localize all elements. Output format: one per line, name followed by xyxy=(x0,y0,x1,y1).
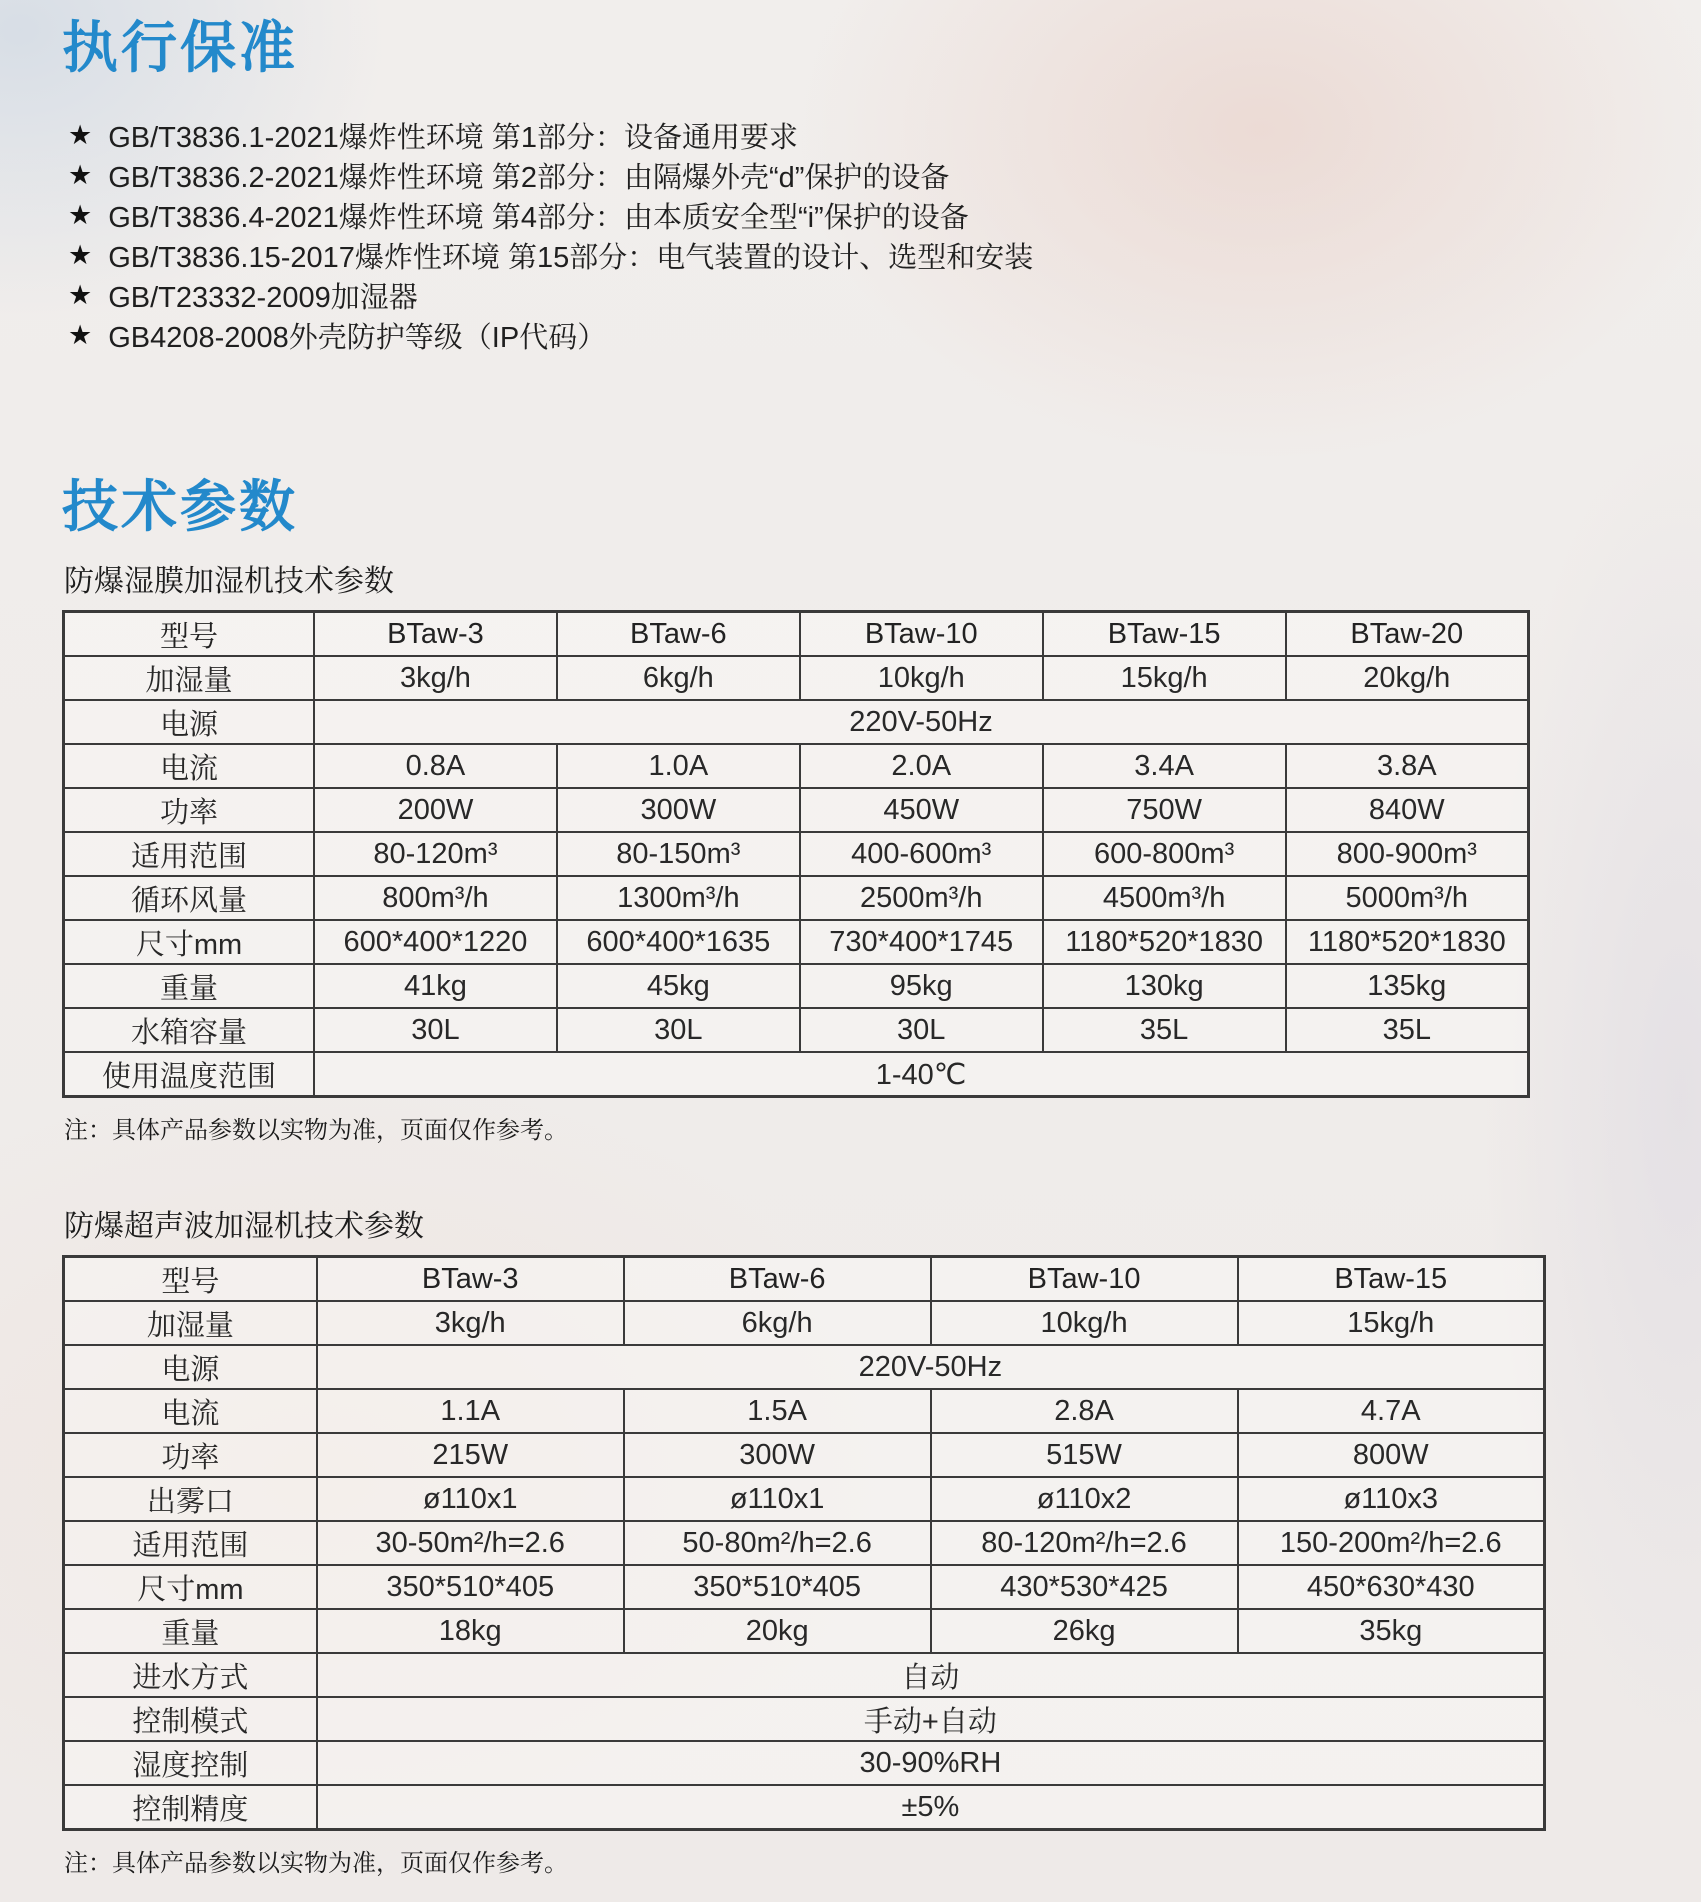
table-cell: 2.8A xyxy=(931,1389,1238,1433)
column-header: BTaw-3 xyxy=(317,1257,624,1302)
table-cell: 4.7A xyxy=(1238,1389,1545,1433)
row-label-header: 型号 xyxy=(64,612,315,657)
table-row xyxy=(64,1697,1545,1741)
table-cell: 80-120m²/h=2.6 xyxy=(931,1521,1238,1565)
table-cell: 95kg xyxy=(800,964,1043,1008)
table-header-row xyxy=(64,1257,1545,1302)
table-cell: 600-800m³ xyxy=(1043,832,1286,876)
row-label: 循环风量 xyxy=(64,876,315,920)
table-cell: 50-80m²/h=2.6 xyxy=(624,1521,931,1565)
table-cell: 515W xyxy=(931,1433,1238,1477)
row-label: 加湿量 xyxy=(64,656,315,700)
standard-item xyxy=(68,195,1701,235)
table-cell: 450*630*430 xyxy=(1238,1565,1545,1609)
column-header: BTaw-15 xyxy=(1043,612,1286,657)
table-cell: 215W xyxy=(317,1433,624,1477)
table-cell: 20kg xyxy=(624,1609,931,1653)
table-cell: 4500m³/h xyxy=(1043,876,1286,920)
standard-text: GB/T3836.2-2021爆炸性环境 第2部分：由隔爆外壳“d”保护的设备 xyxy=(108,161,950,194)
table-row xyxy=(64,656,1529,700)
table-cell: 0.8A xyxy=(314,744,557,788)
column-header: BTaw-20 xyxy=(1286,612,1529,657)
table-row xyxy=(64,1433,1545,1477)
table-cell: 1.0A xyxy=(557,744,800,788)
table-cell: 350*510*405 xyxy=(624,1565,931,1609)
table-row xyxy=(64,1609,1545,1653)
table-cell: 800-900m³ xyxy=(1286,832,1529,876)
row-label: 控制精度 xyxy=(64,1785,317,1830)
table1-note: 注：具体产品参数以实物为准，页面仅作参考。 xyxy=(64,1117,568,1145)
table-row xyxy=(64,1301,1545,1345)
table2-subtitle: 防爆超声波加湿机技术参数 xyxy=(64,1210,424,1244)
star-bullet-icon: ★ xyxy=(68,319,93,350)
row-label: 重量 xyxy=(64,964,315,1008)
table-cell: ø110x1 xyxy=(624,1477,931,1521)
table-cell: 430*530*425 xyxy=(931,1565,1238,1609)
row-label: 重量 xyxy=(64,1609,317,1653)
table-cell: 10kg/h xyxy=(931,1301,1238,1345)
standard-text: GB/T3836.4-2021爆炸性环境 第4部分：由本质安全型“i”保护的设备 xyxy=(108,201,969,234)
table-cell: 750W xyxy=(1043,788,1286,832)
table-row xyxy=(64,1389,1545,1433)
column-header: BTaw-6 xyxy=(624,1257,931,1302)
row-label: 功率 xyxy=(64,788,315,832)
table-row xyxy=(64,964,1529,1008)
standards-list xyxy=(68,115,1701,355)
table-row xyxy=(64,832,1529,876)
row-label: 进水方式 xyxy=(64,1653,317,1697)
table-cell: 30-50m²/h=2.6 xyxy=(317,1521,624,1565)
star-bullet-icon: ★ xyxy=(68,159,93,190)
table-cell: 6kg/h xyxy=(624,1301,931,1345)
table-cell-span: ±5% xyxy=(317,1785,1545,1830)
row-label: 尺寸mm xyxy=(64,1565,317,1609)
table-cell: 450W xyxy=(800,788,1043,832)
table-cell: 1300m³/h xyxy=(557,876,800,920)
table-cell: 35kg xyxy=(1238,1609,1545,1653)
table-cell: 6kg/h xyxy=(557,656,800,700)
table-row xyxy=(64,1008,1529,1052)
column-header: BTaw-6 xyxy=(557,612,800,657)
standard-item xyxy=(68,315,1701,355)
row-label: 使用温度范围 xyxy=(64,1052,315,1097)
column-header: BTaw-10 xyxy=(931,1257,1238,1302)
standard-text: GB/T3836.1-2021爆炸性环境 第1部分：设备通用要求 xyxy=(108,121,798,154)
star-bullet-icon: ★ xyxy=(68,199,93,230)
standard-item xyxy=(68,115,1701,155)
table-row xyxy=(64,1521,1545,1565)
table-cell: 3.4A xyxy=(1043,744,1286,788)
table-row xyxy=(64,1477,1545,1521)
table-row xyxy=(64,1785,1545,1830)
table-cell: 2500m³/h xyxy=(800,876,1043,920)
table-cell: 150-200m²/h=2.6 xyxy=(1238,1521,1545,1565)
table-cell: 800W xyxy=(1238,1433,1545,1477)
table-cell: 26kg xyxy=(931,1609,1238,1653)
row-label: 加湿量 xyxy=(64,1301,317,1345)
params-section-title: 技术参数 xyxy=(62,475,298,539)
row-label: 电流 xyxy=(64,1389,317,1433)
table-cell: 300W xyxy=(557,788,800,832)
wet-membrane-humidifier-spec-table xyxy=(62,610,1530,1098)
row-label: 适用范围 xyxy=(64,1521,317,1565)
table-row xyxy=(64,744,1529,788)
star-bullet-icon: ★ xyxy=(68,279,93,310)
row-label: 电源 xyxy=(64,1345,317,1389)
table-cell: 15kg/h xyxy=(1043,656,1286,700)
table-cell-span: 1-40℃ xyxy=(314,1052,1529,1097)
table-cell: 1180*520*1830 xyxy=(1286,920,1529,964)
table-cell: 1.5A xyxy=(624,1389,931,1433)
table2-note: 注：具体产品参数以实物为准，页面仅作参考。 xyxy=(64,1850,568,1878)
table-cell: 10kg/h xyxy=(800,656,1043,700)
table-cell: 840W xyxy=(1286,788,1529,832)
row-label: 电源 xyxy=(64,700,315,744)
row-label: 适用范围 xyxy=(64,832,315,876)
table-cell: 300W xyxy=(624,1433,931,1477)
row-label: 出雾口 xyxy=(64,1477,317,1521)
table-cell: 30L xyxy=(557,1008,800,1052)
standard-item xyxy=(68,275,1701,315)
column-header: BTaw-3 xyxy=(314,612,557,657)
table-cell: 600*400*1635 xyxy=(557,920,800,964)
table-cell: 35L xyxy=(1043,1008,1286,1052)
table-cell-span: 自动 xyxy=(317,1653,1545,1697)
table-row xyxy=(64,920,1529,964)
table-cell-span: 手动+自动 xyxy=(317,1697,1545,1741)
table-cell: 730*400*1745 xyxy=(800,920,1043,964)
table-row xyxy=(64,876,1529,920)
table-cell: 600*400*1220 xyxy=(314,920,557,964)
table-cell: 135kg xyxy=(1286,964,1529,1008)
table-cell: 15kg/h xyxy=(1238,1301,1545,1345)
table-cell: 30L xyxy=(314,1008,557,1052)
table-cell: 80-150m³ xyxy=(557,832,800,876)
standards-section-title: 执行保准 xyxy=(62,16,298,79)
table-row xyxy=(64,700,1529,744)
row-label: 湿度控制 xyxy=(64,1741,317,1785)
table-cell: 200W xyxy=(314,788,557,832)
table-cell: 1.1A xyxy=(317,1389,624,1433)
table-row xyxy=(64,1653,1545,1697)
table-cell: 80-120m³ xyxy=(314,832,557,876)
table-cell: ø110x3 xyxy=(1238,1477,1545,1521)
table-cell: 41kg xyxy=(314,964,557,1008)
row-label: 尺寸mm xyxy=(64,920,315,964)
table-cell: 400-600m³ xyxy=(800,832,1043,876)
row-label: 控制模式 xyxy=(64,1697,317,1741)
table-row xyxy=(64,1565,1545,1609)
row-label-header: 型号 xyxy=(64,1257,317,1302)
table-cell: 20kg/h xyxy=(1286,656,1529,700)
table-row xyxy=(64,1052,1529,1097)
table-row xyxy=(64,788,1529,832)
table-cell: 3kg/h xyxy=(317,1301,624,1345)
star-bullet-icon: ★ xyxy=(68,119,93,150)
table-cell: 5000m³/h xyxy=(1286,876,1529,920)
row-label: 水箱容量 xyxy=(64,1008,315,1052)
standard-text: GB/T3836.15-2017爆炸性环境 第15部分：电气装置的设计、选型和安装 xyxy=(108,241,1034,274)
row-label: 功率 xyxy=(64,1433,317,1477)
table-row xyxy=(64,1345,1545,1389)
table-cell: 350*510*405 xyxy=(317,1565,624,1609)
table-cell: 30L xyxy=(800,1008,1043,1052)
table-cell: 1180*520*1830 xyxy=(1043,920,1286,964)
table-cell: 2.0A xyxy=(800,744,1043,788)
table-cell: ø110x1 xyxy=(317,1477,624,1521)
table-cell: 35L xyxy=(1286,1008,1529,1052)
column-header: BTaw-10 xyxy=(800,612,1043,657)
table-cell: 3kg/h xyxy=(314,656,557,700)
standard-item xyxy=(68,235,1701,275)
table1-subtitle: 防爆湿膜加湿机技术参数 xyxy=(64,565,394,599)
table-cell-span: 30-90%RH xyxy=(317,1741,1545,1785)
row-label: 电流 xyxy=(64,744,315,788)
table-cell: ø110x2 xyxy=(931,1477,1238,1521)
standard-text: GB4208-2008外壳防护等级（IP代码） xyxy=(108,321,607,354)
standard-item xyxy=(68,155,1701,195)
ultrasonic-humidifier-spec-table xyxy=(62,1255,1546,1831)
table-header-row xyxy=(64,612,1529,657)
table-cell: 45kg xyxy=(557,964,800,1008)
star-bullet-icon: ★ xyxy=(68,239,93,270)
table-cell-span: 220V-50Hz xyxy=(317,1345,1545,1389)
standard-text: GB/T23332-2009加湿器 xyxy=(108,281,418,314)
table-row xyxy=(64,1741,1545,1785)
column-header: BTaw-15 xyxy=(1238,1257,1545,1302)
table-cell: 800m³/h xyxy=(314,876,557,920)
table-cell: 18kg xyxy=(317,1609,624,1653)
table-cell: 130kg xyxy=(1043,964,1286,1008)
table-cell-span: 220V-50Hz xyxy=(314,700,1529,744)
table-cell: 3.8A xyxy=(1286,744,1529,788)
